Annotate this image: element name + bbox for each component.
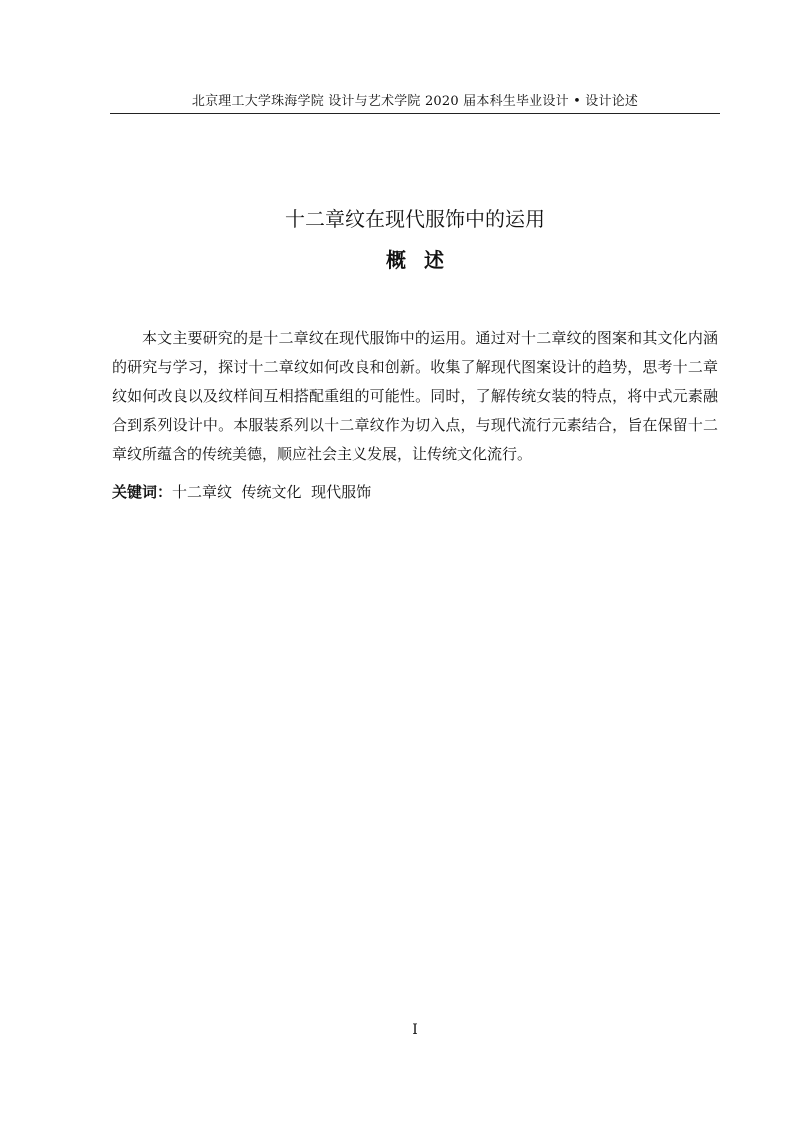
keywords-label: 关键词： <box>112 483 173 501</box>
paper-title: 十二章纹在现代服饰中的运用 <box>285 207 545 231</box>
header-divider <box>110 113 720 114</box>
keywords-line <box>112 480 718 504</box>
page-number: I <box>412 1022 418 1038</box>
section-heading: 概述 <box>386 248 462 272</box>
abstract-paragraph: 本文主要研究的是十二章纹在现代服饰中的运用。通过对十二章纹的图案和其文化内涵的研究与学习，探讨十二章纹如何改良和创新。收集了解现代图案设计的趋势，思考十二章纹如何改良以及纹样间互相搭配重组的可能性。同时，了解传统女装的特点，将中式元素融合到系列设计中。本服装系列以十二章纹作为切入点，与现代流行元素结合，旨在保留十二章纹所蕴含的传统美德，顺应社会主义发展，让传统文化流行。 <box>112 329 718 463</box>
keywords-list: 十二章纹 传统文化 现代服饰 <box>172 483 372 501</box>
running-header: 北京理工大学珠海学院 设计与艺术学院 2020 届本科生毕业设计 • 设计论述 <box>191 94 639 109</box>
